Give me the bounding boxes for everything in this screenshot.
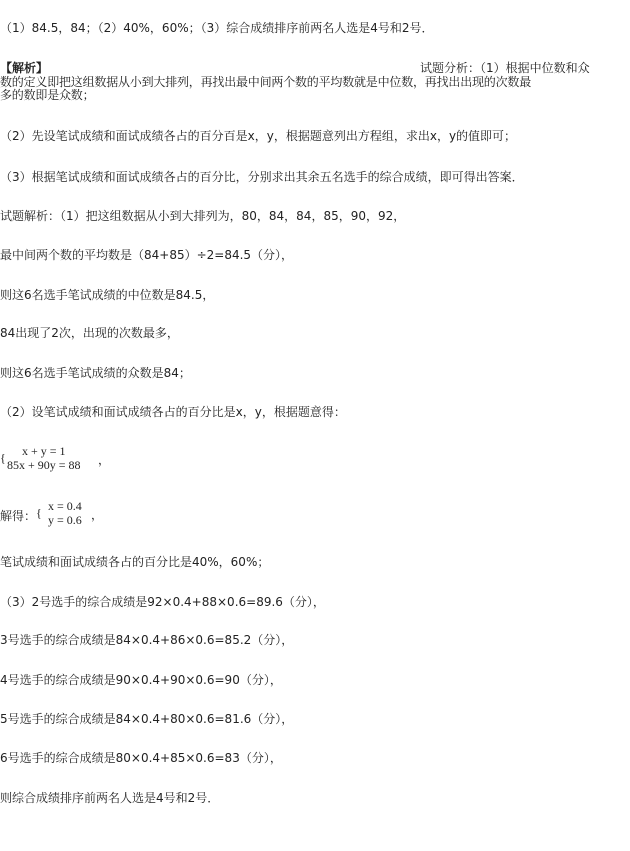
section-title: 【解析】 — [0, 61, 49, 75]
equation-system-2 — [36, 500, 126, 532]
solution-step-3: 则这6名选手笔试成绩的中位数是84.5， — [0, 288, 215, 302]
solution-step-4: 84出现了2次，出现的次数最多， — [0, 326, 179, 340]
equation-tail: ， — [98, 453, 111, 467]
solution-step-10: 4号选手的综合成绩是90×0.4+90×0.6=90（分）， — [0, 673, 282, 687]
equation-row-2: 85x + 90y = 88 — [7, 458, 81, 472]
solution-step-12: 6号选手的综合成绩是80×0.4+85×0.6=83（分）， — [0, 751, 282, 765]
equation-system-1 — [0, 445, 140, 477]
analysis-paragraph-3: （3）根据笔试成绩和面试成绩各占的百分比，分别求出其余五名选手的综合成绩，即可得出答案． — [0, 170, 524, 184]
analysis-paragraph-2: （2）先设笔试成绩和面试成绩各占的百分百是x，y，根据题意列出方程组，求出x，y的值即可； — [0, 129, 517, 143]
left-brace-symbol: { — [36, 506, 42, 520]
solution-step-7: 笔试成绩和面试成绩各占的百分比是40%，60%； — [0, 555, 270, 569]
answer-line: （1）84.5，84；（2）40%，60%；（3）综合成绩排序前两名人选是4号和2号． — [0, 21, 434, 35]
left-brace-symbol: { — [0, 451, 6, 465]
analysis-header — [0, 60, 630, 76]
solution-row-y: y = 0.6 — [48, 513, 82, 527]
solution-step-9: 3号选手的综合成绩是84×0.4+86×0.6=85.2（分）， — [0, 633, 294, 647]
solution-conclusion: 则综合成绩排序前两名人选是4号和2号． — [0, 791, 220, 805]
solve-label: 解得： — [0, 509, 37, 523]
analysis-line-1: 数的定义即把这组数据从小到大排列，再找出最中间两个数的平均数就是中位数，再找出出现的次数最 — [0, 75, 532, 89]
solution-step-11: 5号选手的综合成绩是84×0.4+80×0.6=81.6（分）， — [0, 712, 294, 726]
analysis-paragraph-1 — [0, 76, 630, 102]
solution-step-2: 最中间两个数的平均数是（84+85）÷2=84.5（分）， — [0, 248, 294, 262]
solution-step-8: （3）2号选手的综合成绩是92×0.4+88×0.6=89.6（分）， — [0, 595, 325, 609]
solution-step-1: 试题解析：（1）把这组数据从小到大排列为，80，84，84，85，90，92， — [0, 209, 406, 223]
equation-row-1: x + y = 1 — [22, 444, 66, 458]
solution-step-5: 则这6名选手笔试成绩的众数是84； — [0, 366, 191, 380]
solution-tail: ， — [91, 508, 104, 522]
analysis-lead: 试题分析：（1）根据中位数和众 — [420, 61, 590, 75]
solution-step-6: （2）设笔试成绩和面试成绩各占的百分比是x，y，根据题意得： — [0, 405, 346, 419]
solution-row-x: x = 0.4 — [48, 499, 82, 513]
analysis-line-2: 多的数即是众数； — [0, 88, 95, 102]
